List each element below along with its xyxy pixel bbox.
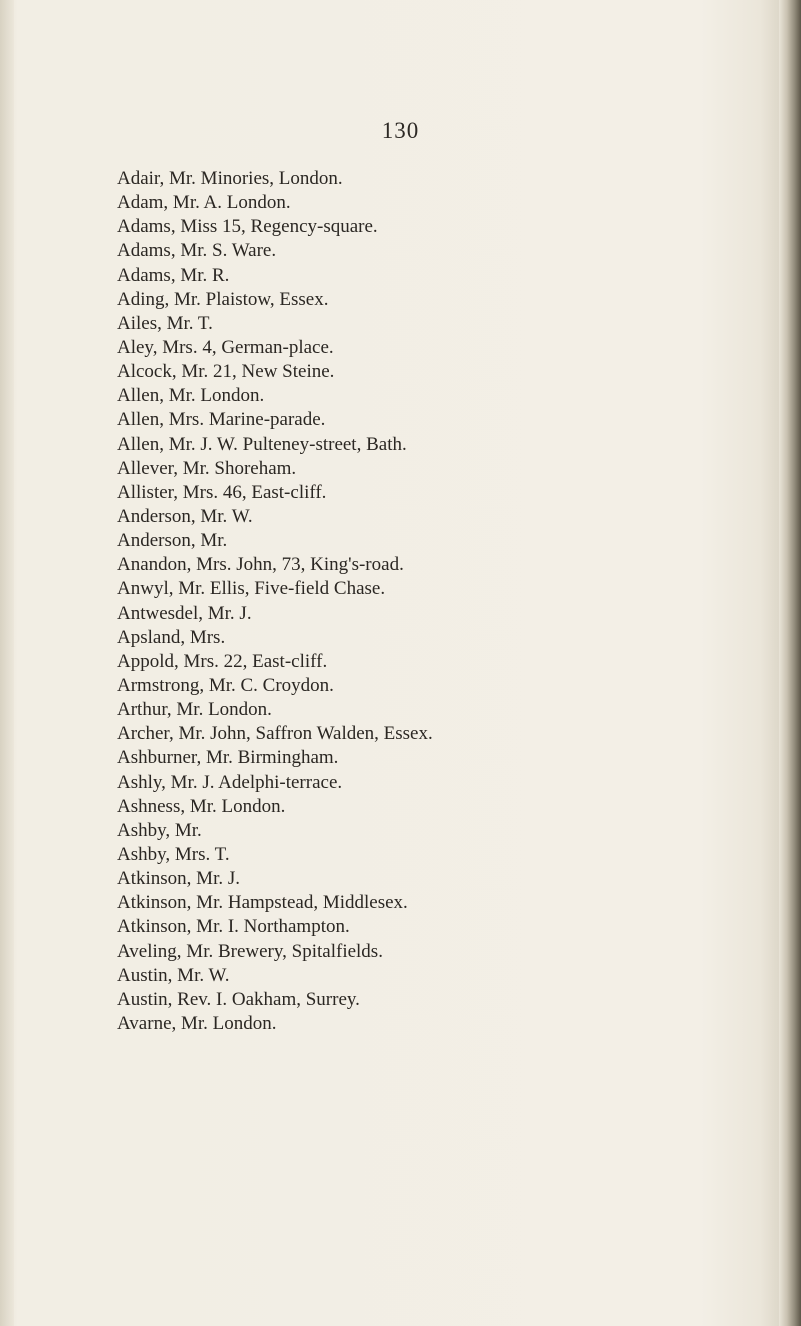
list-item: Adair, Mr. Minories, London. (117, 168, 343, 189)
list-item: Allister, Mrs. 46, East-cliff. (117, 481, 327, 503)
list-item: Allen, Mrs. Marine-parade. (117, 409, 326, 431)
list-item: Anderson, Mr. W. (117, 505, 253, 527)
list-item: Atkinson, Mr. I. Northampton. (117, 916, 350, 938)
list-item: Atkinson, Mr. Hampstead, Middlesex. (117, 892, 408, 914)
list-item: Avarne, Mr. London. (117, 1012, 277, 1034)
list-item: Allen, Mr. London. (117, 385, 265, 407)
list-item: Anderson, Mr. (117, 530, 228, 552)
list-item: Adam, Mr. A. London. (117, 192, 291, 214)
list-item: Apsland, Mrs. (117, 626, 226, 648)
list-item: Adams, Miss 15, Regency-square. (117, 216, 378, 238)
list-item: Ashby, Mr. (117, 819, 202, 841)
list-item: Anwyl, Mr. Ellis, Five-field Chase. (117, 578, 386, 600)
list-item: Adams, Mr. S. Ware. (117, 240, 277, 262)
list-item: Aveling, Mr. Brewery, Spitalfields. (117, 940, 383, 962)
list-item: Antwesdel, Mr. J. (117, 602, 252, 624)
list-item: Allever, Mr. Shoreham. (117, 457, 297, 479)
list-item: Atkinson, Mr. J. (117, 868, 240, 890)
list-item: Ashby, Mrs. T. (117, 843, 230, 865)
list-item: Adams, Mr. R. (117, 264, 230, 286)
list-item: Austin, Mr. W. (117, 964, 230, 986)
list-item: Arthur, Mr. London. (117, 699, 272, 721)
list-item: Anandon, Mrs. John, 73, King's-road. (117, 554, 404, 576)
list-item: Ading, Mr. Plaistow, Essex. (117, 288, 329, 310)
list-item: Ashly, Mr. J. Adelphi-terrace. (117, 771, 343, 793)
list-item: Archer, Mr. John, Saffron Walden, Essex. (117, 723, 433, 745)
list-item: Alcock, Mr. 21, New Steine. (117, 361, 335, 383)
page-edge-shadow (779, 0, 801, 1326)
list-item: Appold, Mrs. 22, East-cliff. (117, 650, 328, 672)
page-number: 130 (381, 118, 420, 143)
list-item: Ashburner, Mr. Birmingham. (117, 747, 339, 769)
name-list (117, 167, 433, 1036)
page-gutter-shadow (0, 0, 14, 1326)
list-item: Aley, Mrs. 4, German-place. (117, 336, 334, 358)
list-item: Ailes, Mr. T. (117, 312, 213, 334)
list-item: Austin, Rev. I. Oakham, Surrey. (117, 988, 360, 1010)
list-item: Allen, Mr. J. W. Pulteney-street, Bath. (117, 433, 407, 455)
list-item: Ashness, Mr. London. (117, 795, 286, 817)
list-item: Armstrong, Mr. C. Croydon. (117, 674, 334, 696)
